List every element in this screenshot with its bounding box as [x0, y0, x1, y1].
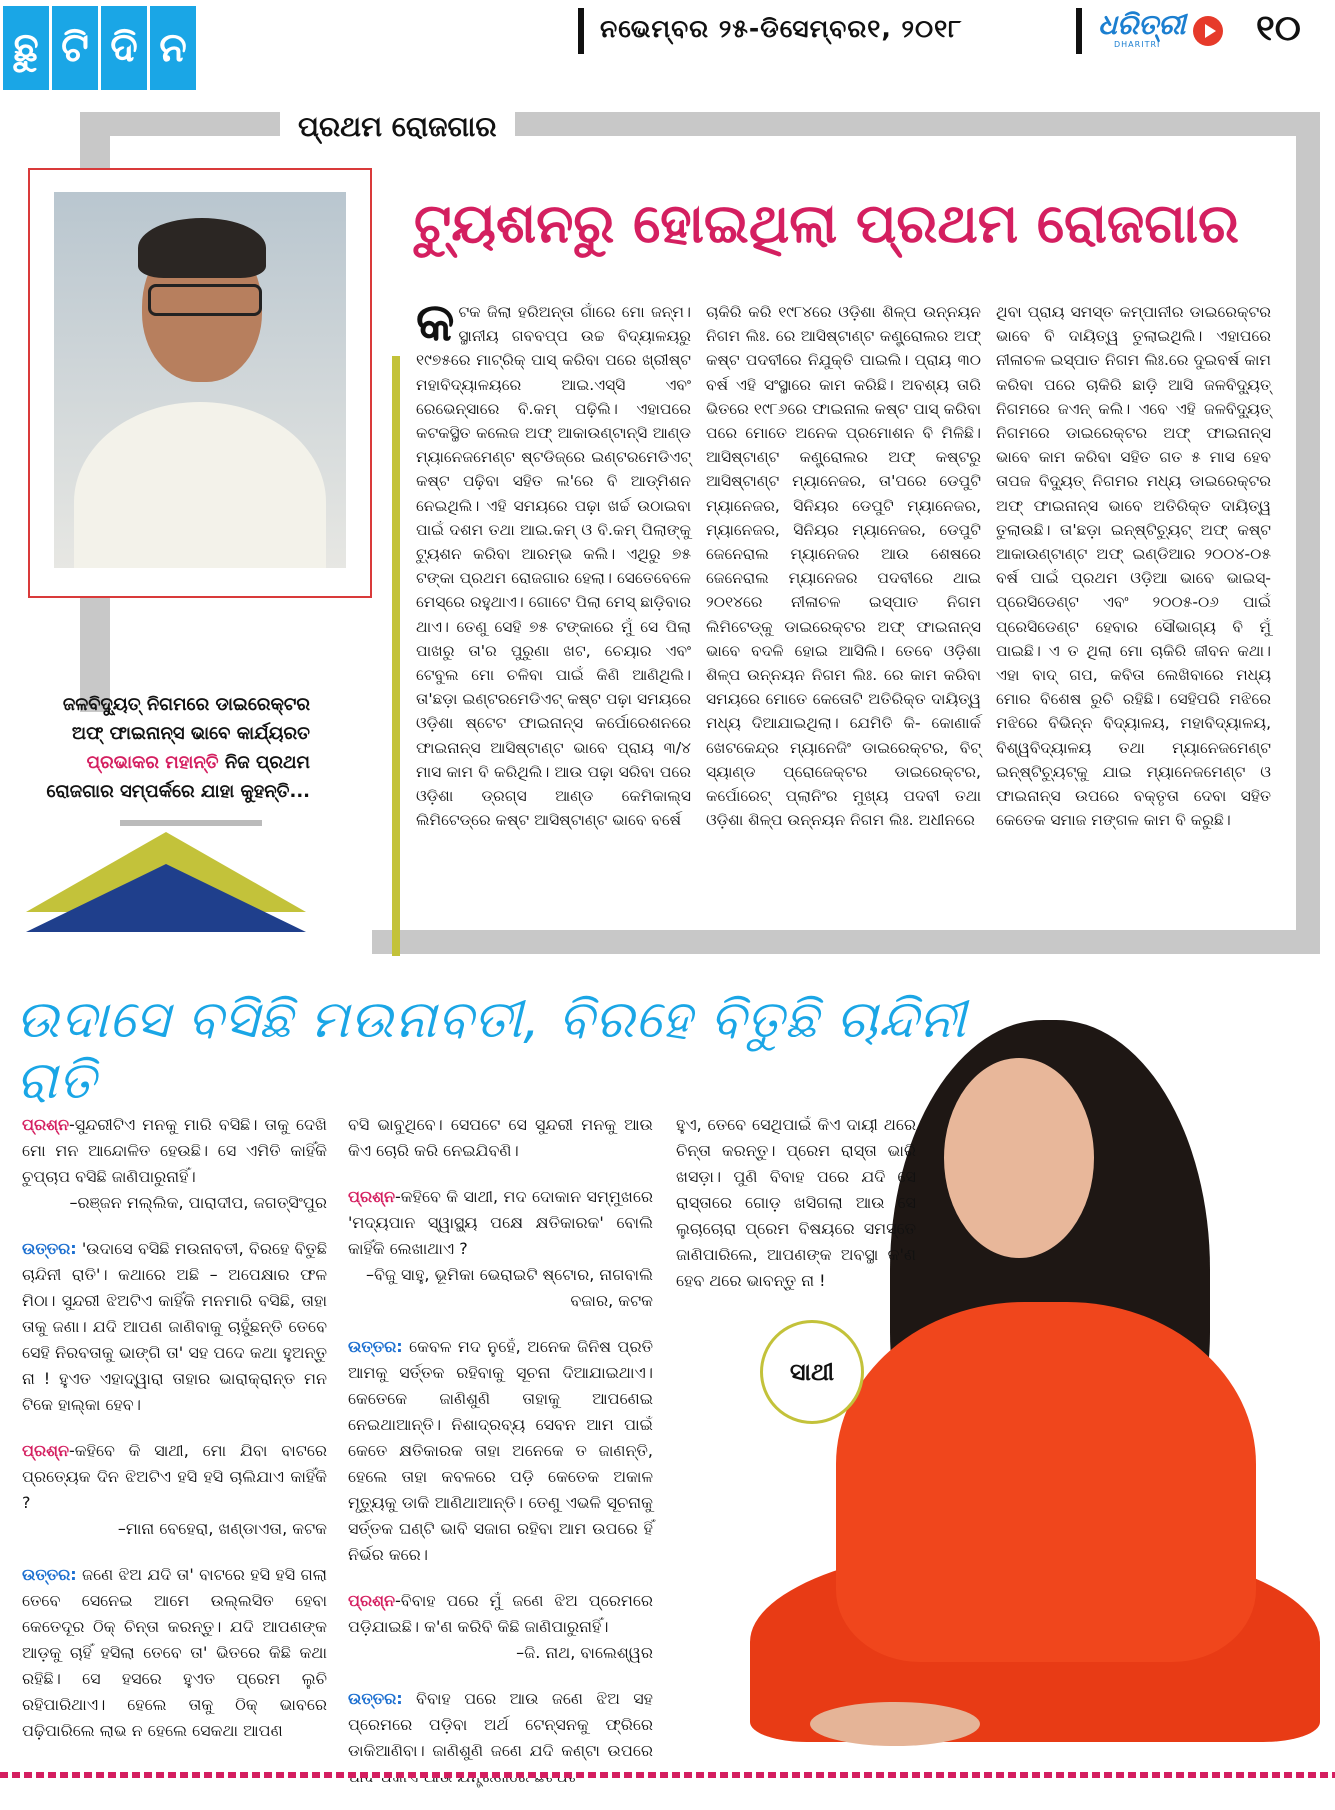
- answer-text: ଜଣେ ଝିଅ ଯଦି ତା' ବାଟରେ ହସି ହସି ଗଲା ତେବେ ସେନେଇ ଆମେ ଉଲ୍ଲସିତ ହେବା କେତେଦୂର ଠିକ୍ ଚିନ୍ତା କରନ୍ତୁ। ଯଦି ଆପଣଙ୍କ ଆଡ଼କୁ ଚାହିଁ ହସିଲା ତେବେ ତା' ଭିତରେ କିଛି କଥା ରହିଛି। ସେ ହସରେ ହୁଏତ ପ୍ରେମ ଲୁଚି ରହିପାରିଥାଏ। ହେଲେ ତାକୁ ଠିକ୍ ଭାବରେ ପଢ଼ିପାରିଲେ ଲାଭ ନ ହେଲେ ସେକଥା ଆପଣ: [22, 1565, 327, 1740]
- divider: [1076, 8, 1082, 54]
- article-column: ଚାକିରି କରି ୧୯୮୪ରେ ଓଡ଼ିଶା ଶିଳ୍ପ ଉନ୍ନୟନ ନିଗମ ଲିଃ. ରେ ଆସିଷ୍ଟାଣ୍ଟ କଣ୍ଟ୍ରୋଲର ଅଫ୍ କଷ୍ଟ ପଦବୀରେ ନିଯୁକ୍ତି ପାଇଲି। ପ୍ରାୟ ୩୦ ବର୍ଷ ଏହି ସଂସ୍ଥାରେ କାମ କରିଛି। ଅବଶ୍ୟ ତାରି ଭିତରେ ୧୯୮୬ରେ ଫାଇନାଲ କଷ୍ଟ ପାସ୍ କରିବା ପରେ ମୋତେ ଅନେକ ପ୍ରମୋଶନ ବି ମିଳିଛି। ଆସିଷ୍ଟାଣ୍ଟ କଣ୍ଟ୍ରୋଲର ଅଫ୍ କଷ୍ଟରୁ ଆସିଷ୍ଟାଣ୍ଟ ମ୍ୟାନେଜର, ତା'ପରେ ଡେପୁଟି ମ୍ୟାନେଜର, ସିନିୟର ଡେପୁଟି ମ୍ୟାନେଜର, ମ୍ୟାନେଜର, ସିନିୟର ମ୍ୟାନେଜର, ଡେପୁଟି ଜେନେରାଲ ମ୍ୟାନେଜର ଆଉ ଶେଷରେ ଜେନେରାଲ ମ୍ୟାନେଜର ପଦବୀରେ ଥାଇ ୨୦୧୪ରେ ନୀଳାଚଳ ଇସ୍ପାତ ନିଗମ ଲିମିଟେଡ୍‌କୁ ଡାଇରେକ୍ଟର ଅଫ୍ ଫାଇନାନ୍ସ ଭାବେ ବଦଳି ହୋଇ ଆସିଲି। ତେବେ ଓଡ଼ିଶା ଶିଳ୍ପ ଉନ୍ନୟନ ନିଗମ ଲିଃ. ରେ କାମ କରିବା ସମୟରେ ମୋତେ କେତୋଟି ଅତିରିକ୍ତ ଦାୟିତ୍ୱ ମଧ୍ୟ ଦିଆଯାଇଥିଲା। ଯେମିତି କି- କୋଣାର୍କ ଖେଟକେନ୍ଦ୍ର ମ୍ୟାନେଜିଂ ଡାଇରେକ୍ଟର, ବିଟ୍ ସ୍ୟାଣ୍ଡ ପ୍ରୋଜେକ୍ଟର ଡାଇରେକ୍ଟର, କର୍ପୋରେଟ୍ ପ୍ଲାନିଂର ମୁଖ୍ୟ ପଦବୀ ତଥା ଓଡ଼ିଶା ଶିଳ୍ପ ଉନ୍ନୟନ ନିଗମ ଲିଃ. ଅଧୀନରେ: [706, 303, 981, 830]
- question-signature: –ରଞ୍ଜନ ମଲ୍ଲିକ, ପାରାଦୀପ, ଜଗତ୍‌ସିଂପୁର: [69, 1193, 327, 1212]
- question: [22, 1438, 327, 1542]
- question-label: ପ୍ରଶ୍ନ: [22, 1441, 70, 1460]
- article-headline: ଟ୍ୟୁଶନରୁ ହୋଇଥିଲା ପ୍ରଥମ ରୋଜଗାର: [414, 192, 1239, 255]
- question-label: ପ୍ରଶ୍ନ: [22, 1115, 70, 1134]
- question-text: -ସୁନ୍ଦରୀଟିଏ ମନକୁ ମାରି ବସିଛି। ତାକୁ ଦେଖି ମୋ ମନ ଆନ୍ଦୋଳିତ ହେଉଛି। ସେ ଏମିତି କାହିଁକି ଚୁପ୍‌ଚାପ ବସିଛି ଜାଣିପାରୁନାହିଁ।: [22, 1115, 327, 1186]
- question-label: ପ୍ରଶ୍ନ: [348, 1591, 396, 1610]
- qa-column: [22, 1112, 327, 1764]
- logo-tile: ଟି: [52, 6, 98, 90]
- footer-rule: [0, 1772, 1335, 1778]
- question-signature: –ଜି. ନାଥ, ବାଲେଶ୍ୱର: [516, 1643, 653, 1662]
- question: [348, 1184, 653, 1314]
- answer-label: ଉତ୍ତର:: [22, 1239, 77, 1258]
- article-headline: ଉଦାସେ ବସିଛି ମଉନାବତୀ, ବିରହେ ବିତୁଛି ଚାନ୍ଦିନୀ ରାତି: [16, 990, 967, 1111]
- question-label: ପ୍ରଶ୍ନ: [348, 1187, 396, 1206]
- answer-text: 'ଉଦାସେ ବସିଛି ମଉନାବତୀ, ବିରହେ ବିତୁଛି ଚାନ୍ଦିନୀ ରାତି'। କଥାରେ ଅଛି – ଅପେକ୍ଷାର ଫଳ ମିଠା। ସୁନ୍ଦରୀ ଝିଅଟିଏ କାହିଁକି ମନମାରି ବସିଛି, ତାହା ତାକୁ ଜଣା। ଯଦି ଆପଣ ଜାଣିବାକୁ ଚାହୁଁଛନ୍ତି ତେବେ ସେହି ନିରବତାକୁ ଭାଙ୍ଗି ତା' ସହ ପଦେ କଥା ହୁଅନ୍ତୁ ନା ! ହୁଏତ ଏହାଦ୍ୱାରା ତାହାର ଭାରାକ୍ରାନ୍ତ ମନ ଟିକେ ହାଲ୍‌କା ହେବ।: [22, 1239, 327, 1414]
- column-text: ଟକ ଜିଲା ହରିଅନ୍ତା ଗାଁରେ ମୋ ଜନ୍ମ। ସ୍ଥାନୀୟ ଗବବପ୍ପ ଉଚ୍ଚ ବିଦ୍ୟାଳୟରୁ ୧୯୭୫ରେ ମାଟ୍ରିକ୍ ପାସ୍ କରିବା ପରେ ଖ୍ରୀଷ୍ଟ ମହାବିଦ୍ୟାଳୟରେ ଆଇ.ଏସ୍‌ସି ଏବଂ ରେଭେନ୍ସାରେ ବି.କମ୍ ପଢ଼ିଲି। ଏହାପରେ କଟକସ୍ଥିତ କଲେଜ ଅଫ୍ ଆକାଉଣ୍ଟାନ୍ସି ଆଣ୍ଡ ମ୍ୟାନେଜମେଣ୍ଟ ଷ୍ଟଡିଜ୍‌ରେ ଇଣ୍ଟରମେଡିଏଟ୍ କଷ୍ଟ ପଢ଼ିବା ସହିତ ଲ'ରେ ବି ଆଡ୍‌ମିଶନ ନେଇଥିଲି। ଏହି ସମୟରେ ପଢ଼ା ଖର୍ଚ୍ଚ ଉଠାଇବା ପାଇଁ ଦଶମ ତଥା ଆଇ.କମ୍ ଓ ବି.କମ୍ ପିଲାଙ୍କୁ ଟ୍ୟୁଶନ କରିବା ଆରମ୍ଭ କଲି। ଏଥିରୁ ୭୫ ଟଙ୍କା ପ୍ରଥମ ରୋଜଗାର ହେଲା। ସେତେବେଳେ ମେସ୍‌ରେ ରହୁଥାଏ। ଗୋଟେ ପିଲା ମେସ୍ ଛାଡ଼ିବାର ଥାଏ। ତେଣୁ ସେହି ୭୫ ଟଙ୍କାରେ ମୁଁ ସେ ପିଲା ପାଖରୁ ତା'ର ପୁରୁଣା ଖଟ, ଚେୟାର ଏବଂ ଟେବୁଲ ମୋ ଚଳିବା ପାଇଁ କିଣି ଆଣିଥିଲି। ତା'ଛଡ଼ା ଇଣ୍ଟରମେଡିଏଟ୍ କଷ୍ଟ ପଢ଼ା ସମୟରେ ଓଡ଼ିଶା ଷ୍ଟେଟ ଫାଇନାନ୍ସ କର୍ପୋରେଶନରେ ଫାଇନାନ୍ସ ଆସିଷ୍ଟାଣ୍ଟ ଭାବେ ପ୍ରାୟ ୩/୪ ମାସ କାମ ବି କରିଥିଲି। ଆଉ ପଢ଼ା ସରିବା ପରେ ଓଡ଼ିଶା ଡ୍ରଗ୍ସ ଆଣ୍ଡ କେମିକାଲ୍ସ ଲିମିଟେଡ୍‌ରେ କଷ୍ଟ ଆସିଷ୍ଟାଣ୍ଟ ଭାବେ ବର୍ଷେ: [416, 303, 691, 830]
- drop-cap: କ: [416, 293, 455, 353]
- answer-label: ଉତ୍ତର:: [348, 1337, 403, 1356]
- logo-tile: ଦି: [101, 6, 147, 90]
- portrait-photo: [54, 192, 346, 568]
- answer: [22, 1562, 327, 1744]
- continued-text: ବସି ଭାବୁଥିବେ। ସେପଟେ ସେ ସୁନ୍ଦରୀ ମନକୁ ଆଉ କିଏ ଚୋରି କରି ନେଇଯିବଣି।: [348, 1115, 653, 1160]
- qa-column: [676, 1112, 916, 1314]
- divider: [120, 820, 262, 826]
- question: [348, 1588, 653, 1666]
- brand-logo: ଧରିତ୍ରୀ: [1098, 8, 1186, 41]
- masthead-logo: [3, 6, 196, 90]
- answer: [22, 1236, 327, 1418]
- qa-column: [348, 1112, 653, 1810]
- logo-tile: ଛୁ: [3, 6, 49, 90]
- article-intro: [28, 690, 310, 806]
- question-text: -ବିବାହ ପରେ ମୁଁ ଜଣେ ଝିଅ ପ୍ରେମରେ ପଡ଼ିଯାଇଛି। କ'ଣ କରିବି କିଛି ଜାଣିପାରୁନାହିଁ।: [348, 1591, 653, 1636]
- article-column: ଥିବା ପ୍ରାୟ ସମସ୍ତ କମ୍ପାନୀର ଡାଇରେକ୍ଟର ଭାବେ ବି ଦାୟିତ୍ୱ ତୁଲାଇଥିଲି। ଏହାପରେ ନୀଳାଚଳ ଇସ୍ପାତ ନିଗମ ଲିଃ.ରେ ଦୁଇବର୍ଷ କାମ କରିବା ପରେ ଚାକିରି ଛାଡ଼ି ଆସି ଜଳବିଦ୍ୟୁତ୍ ନିଗମରେ ଜଏନ୍ କଲି। ଏବେ ଏହି ଜଳବିଦ୍ୟୁତ୍ ନିଗମରେ ଡାଇରେକ୍ଟର ଅଫ୍ ଫାଇନାନ୍ସ ଭାବେ କାମ କରିବା ସହିତ ଗତ ୫ ମାସ ହେବ ତାପଜ ବିଦ୍ୟୁତ୍ ନିଗମର ମଧ୍ୟ ଡାଇରେକ୍ଟର ଅଫ୍ ଫାଇନାନ୍ସ ଭାବେ ଅତିରିକ୍ତ ଦାୟିତ୍ୱ ତୁଲାଉଛି। ତା'ଛଡ଼ା ଇନ୍‌ଷ୍ଟିଚ୍ୟୁଟ୍ ଅଫ୍ କଷ୍ଟ ଆକାଉଣ୍ଟାଣ୍ଟ ଅଫ୍ ଇଣ୍ଡିଆର ୨୦୦୪-୦୫ ବର୍ଷ ପାଇଁ ପ୍ରଥମ ଓଡ଼ିଆ ଭାବେ ଭାଇସ୍-ପ୍ରେସିଡେଣ୍ଟ ଏବଂ ୨୦୦୫-୦୬ ପାଇଁ ପ୍ରେସିଡେଣ୍ଟ ହେବାର ସୌଭାଗ୍ୟ ବି ମୁଁ ପାଇଛି। ଏ ତ ଥିଲା ମୋ ଚାକିରି ଜୀବନ କଥା। ଏହା ବାଦ୍ ଗପ, କବିତା ଲେଖିବାରେ ମଧ୍ୟ ମୋର ବିଶେଷ ରୁଚି ରହିଛି। ସେହିପରି ମଝିରେ ମଝିରେ ବିଭିନ୍ନ ବିଦ୍ୟାଳୟ, ମହାବିଦ୍ୟାଳୟ, ବିଶ୍ୱବିଦ୍ୟାଳୟ ତଥା ମ୍ୟାନେଜମେଣ୍ଟ ଇନ୍‌ଷ୍ଟିଚ୍ୟୁଟ୍‌କୁ ଯାଇ ମ୍ୟାନେଜମେଣ୍ଟ ଓ ଫାଇନାନ୍ସ ଉପରେ ବକ୍ତୃତା ଦେବା ସହିତ କେତେକ ସମାଜ ମଙ୍ଗଳ କାମ ବି କରୁଛି।: [996, 303, 1271, 830]
- answer-label: ଉତ୍ତର:: [348, 1689, 403, 1708]
- article-column: [416, 293, 691, 832]
- intro-text: ନିଜ ପ୍ରଥମ ରୋଜଗାର ସମ୍ପର୍କରେ ଯାହା କୁହନ୍ତି...: [46, 752, 310, 802]
- page-number: ୧୦: [1256, 8, 1301, 49]
- continued-text: ହୁଏ, ତେବେ ସେଥିପାଇଁ କିଏ ଦାୟୀ ଥରେ ଚିନ୍ତା କରନ୍ତୁ। ପ୍ରେମ ରାସ୍ତା ଭାରି ଖସଡ଼ା। ପୁଣି ବିବାହ ପରେ ଯଦି ସେ ରାସ୍ତାରେ ଗୋଡ଼ ଖସିଗଲା ଆଉ ସେ ଲୁଚାଚୋରା ପ୍ରେମ ବିଷୟରେ ସମସ୍ତେ ଜାଣିପାରିଲେ, ଆପଣଙ୍କ ଅବସ୍ଥା କ'ଣ ହେବ ଥରେ ଭାବନ୍ତୁ ନା !: [676, 1115, 916, 1290]
- triangle-decoration: [26, 864, 306, 932]
- answer-label: ଉତ୍ତର:: [22, 1565, 77, 1584]
- portrait-hair: [138, 218, 266, 278]
- question-signature: –ମାନା ବେହେରା, ଖଣ୍ଡାଏତା, କଟକ: [117, 1519, 327, 1538]
- portrait-shirt: [74, 402, 326, 568]
- divider: [578, 8, 584, 54]
- answer-text: ବିବାହ ପରେ ଆଉ ଜଣେ ଝିଅ ସହ ପ୍ରେମରେ ପଡ଼ିବା ଅର୍ଥ ଟେନ୍‌ସନକୁ ଫ୍ରିରେ ଡାକିଆଣିବା। ଜାଣିଶୁଣି ଜଣେ ଯଦି କଣ୍ଟା ଉପରେ: [348, 1689, 653, 1760]
- answer-text: କେବଳ ମଦ ନୁହେଁ, ଅନେକ ଜିନିଷ ପ୍ରତି ଆମକୁ ସର୍ତ୍ତକ ରହିବାକୁ ସୂଚନା ଦିଆଯାଇଥାଏ। କେତେକେ ଜାଣିଶୁଣି ତାହାକୁ ଆପଣେଇ ନେଇଥାଆନ୍ତି। ନିଶାଦ୍ରବ୍ୟ ସେବନ ଆମ ପାଇଁ କେତେ କ୍ଷତିକାରକ ତାହା ଅନେକେ ତ ଜାଣନ୍ତି, ହେଲେ ତାହା କବଳରେ ପଡ଼ି କେତେକ ଅକାଳ ମୃତ୍ୟୁକୁ ଡାକି ଆଣିଥାଆନ୍ତି। ତେଣୁ ଏଭଳି ସୂଚନାକୁ ସର୍ତ୍ତକ ଘଣ୍ଟି ଭାବି ସଜାଗ ରହିବା ଆମ ଉପରେ ହିଁ ନିର୍ଭର କରେ।: [348, 1337, 653, 1564]
- column-badge: ସାଥୀ: [760, 1320, 864, 1424]
- question-signature: –ବିଜୁ ସାହୁ, ଭୂମିକା ଭେରାଇଟି ଷ୍ଟୋର, ନାଗବାଲି ବଜାର, କଟକ: [365, 1265, 653, 1310]
- model-saree: [836, 1302, 1256, 1662]
- model-foot: [810, 1702, 980, 1746]
- frame-border: [1296, 112, 1320, 954]
- person-name: ପ୍ରଭାକର ମହାନ୍ତି: [86, 752, 219, 773]
- accent-bar: [392, 356, 400, 956]
- section-label: ପ୍ରଥମ ରୋଜଗାର: [280, 108, 515, 146]
- intro-text: ଜଳବିଦ୍ୟୁତ୍ ନିଗମରେ ଡାଇରେକ୍ଟର ଅଫ୍ ଫାଇନାନ୍ସ ଭାବେ କାର୍ଯ୍ୟରତ: [62, 694, 310, 744]
- play-icon: [1193, 16, 1223, 46]
- model-face: [944, 1058, 1094, 1258]
- glasses-icon: [148, 284, 262, 316]
- question-text: -କହିବେ କି ସାଥୀ, ମୋ ଯିବା ବାଟରେ ପ୍ରତ୍ୟେକ ଦିନ ଝିଅଟିଏ ହସି ହସି ଚାଲିଯାଏ କାହିଁକି ?: [22, 1441, 327, 1512]
- brand-subtitle: DHARITRI: [1114, 40, 1161, 49]
- answer: [348, 1334, 653, 1568]
- question-text: -କହିବେ କି ସାଥୀ, ମଦ ଦୋକାନ ସମ୍ମୁଖରେ 'ମଦ୍ୟପାନ ସ୍ୱାସ୍ଥ୍ୟ ପକ୍ଷେ କ୍ଷତିକାରକ' ବୋଲି କାହିଁକି ଲେଖାଥାଏ ?: [348, 1187, 653, 1258]
- logo-tile: ନ: [150, 6, 196, 90]
- frame-border: [372, 930, 1320, 954]
- issue-date: ନଭେମ୍ବର ୨୫-ଡିସେମ୍ବର୧, ୨୦୧୮: [600, 14, 963, 43]
- question: [22, 1112, 327, 1216]
